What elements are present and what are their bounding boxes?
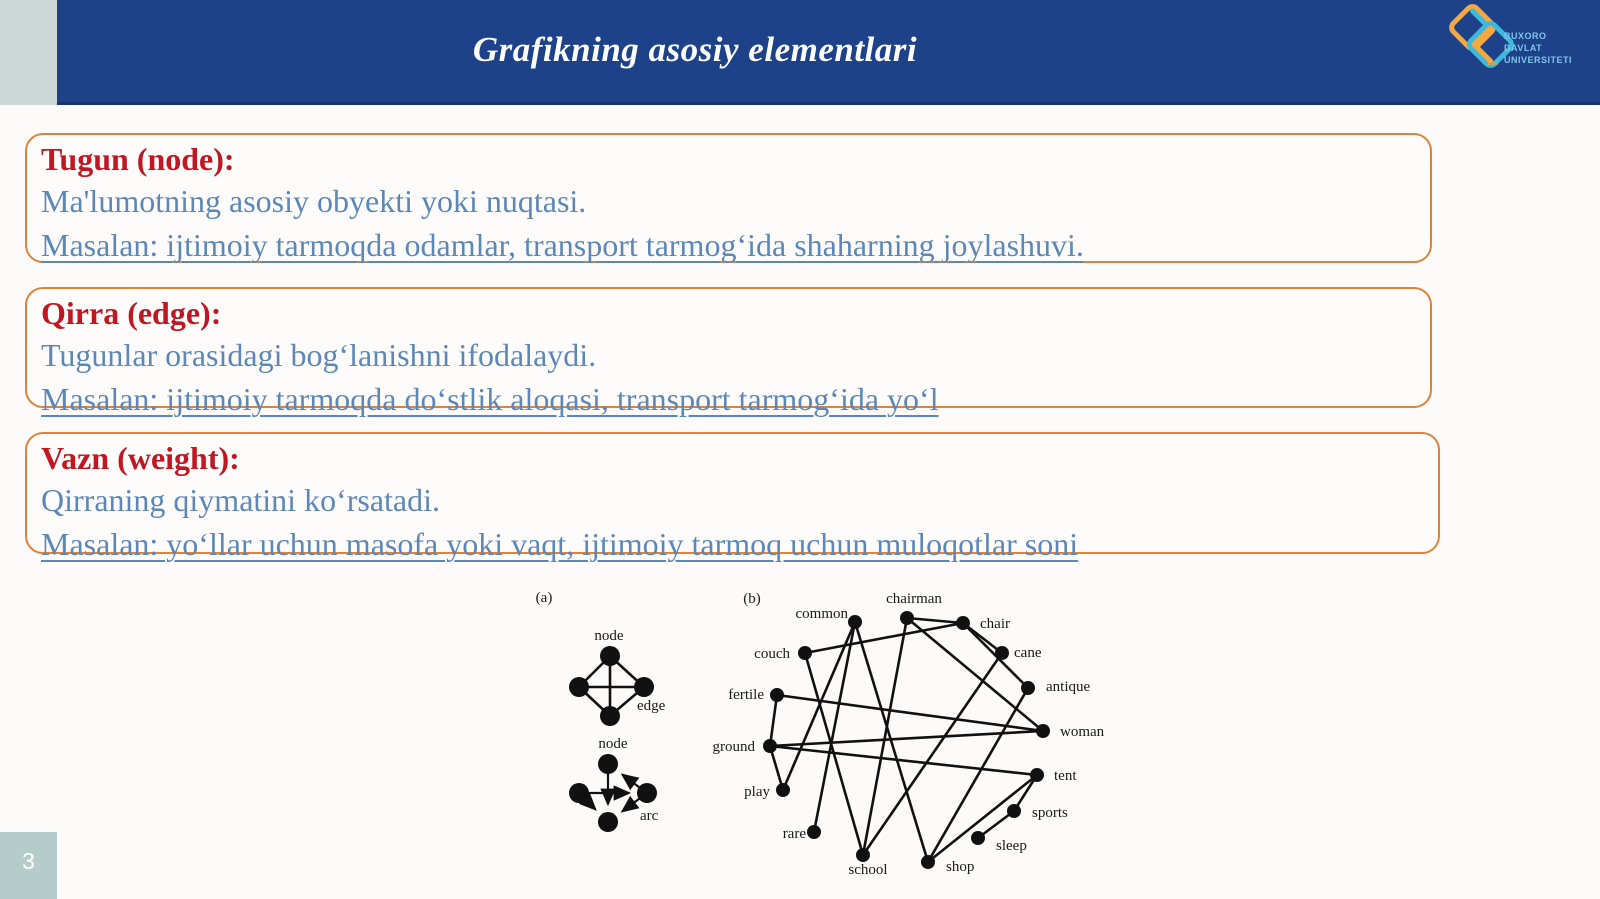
box-description: Tugunlar orasidagi bog‘lanishni ifodalaydi. — [41, 337, 597, 373]
graph-node-left — [569, 783, 589, 803]
graph-node-tent — [1030, 768, 1044, 782]
box-heading: Qirra (edge): — [41, 295, 222, 331]
panel-label-(b): (b) — [743, 591, 761, 607]
graph-node-left — [569, 677, 589, 697]
graph-edge — [863, 618, 907, 855]
university-logo — [1443, 4, 1593, 74]
graph-node-sports — [1007, 804, 1021, 818]
annotation-node: node — [598, 736, 628, 752]
logo-text-line2: DAVLAT — [1504, 43, 1543, 53]
graph-node-bottom — [600, 706, 620, 726]
box-example: Masalan: yo‘llar uchun masofa yoki vaqt, ijtimoiy tarmoq uchun muloqotlar soni — [41, 526, 1079, 562]
node-label-sleep: sleep — [996, 838, 1027, 854]
node-label-woman: woman — [1060, 724, 1105, 740]
node-label-chair: chair — [980, 616, 1010, 632]
graph-node-woman — [1036, 724, 1050, 738]
node-label-play: play — [744, 784, 770, 800]
box-example: Masalan: ijtimoiy tarmoqda do‘stlik aloqasi, transport tarmog‘ida yo‘l — [41, 381, 939, 417]
graph-edge — [770, 746, 1037, 775]
graph-node-ground — [763, 739, 777, 753]
graph-node-antique — [1021, 681, 1035, 695]
graph-node-top — [598, 754, 618, 774]
graph-node-sleep — [971, 831, 985, 845]
graph-node-shop — [921, 855, 935, 869]
graph-edge — [907, 618, 963, 623]
annotation-node: node — [594, 628, 624, 644]
logo-text-line1: BUXORO — [1504, 31, 1547, 41]
page-number-tab — [0, 832, 57, 899]
graph-node-chairman — [900, 611, 914, 625]
graph-edge — [805, 623, 963, 653]
graph-node-chair — [956, 616, 970, 630]
graph-node-bottom — [598, 812, 618, 832]
graph-node-school — [856, 848, 870, 862]
box-heading: Tugun (node): — [41, 141, 235, 177]
box-heading: Vazn (weight): — [41, 440, 240, 476]
graph-node-right — [637, 783, 657, 803]
info-box-edge — [25, 287, 1432, 417]
graph-edge — [863, 653, 1002, 855]
info-box-weight — [25, 432, 1440, 562]
info-box-node — [25, 133, 1432, 263]
node-label-chairman: chairman — [886, 591, 942, 607]
node-label-ground: ground — [712, 739, 755, 755]
node-label-sports: sports — [1032, 805, 1068, 821]
box-description: Ma'lumotning asosiy obyekti yoki nuqtasi. — [41, 183, 587, 219]
node-label-antique: antique — [1046, 679, 1091, 695]
annotation-edge: edge — [637, 698, 666, 714]
page-number: 3 — [22, 848, 35, 874]
graph-edge — [770, 695, 777, 746]
graph-figure — [500, 570, 1160, 899]
logo-year: 1930 — [1487, 61, 1499, 67]
graph-node-fertile — [770, 688, 784, 702]
node-label-fertile: fertile — [728, 687, 764, 703]
slide-title: Grafikning asosiy elementlari — [472, 30, 918, 69]
panel-label-(a): (a) — [535, 590, 553, 606]
graph-node-cane — [995, 646, 1009, 660]
logo-text-line3: UNIVERSITETI — [1504, 55, 1573, 65]
graph-node-right — [634, 677, 654, 697]
graph-node-play — [776, 783, 790, 797]
node-label-shop: shop — [946, 859, 975, 875]
graph-node-rare — [807, 825, 821, 839]
node-label-school: school — [848, 862, 888, 878]
node-label-cane: cane — [1014, 645, 1042, 661]
box-description: Qirraning qiymatini ko‘rsatadi. — [41, 482, 441, 518]
graph-edge — [814, 622, 855, 832]
node-label-common: common — [795, 606, 848, 622]
annotation-arc: arc — [640, 808, 659, 824]
node-label-rare: rare — [782, 826, 806, 842]
graph-node-couch — [798, 646, 812, 660]
graph-node-common — [848, 615, 862, 629]
graph-node-top — [600, 646, 620, 666]
box-example: Masalan: ijtimoiy tarmoqda odamlar, transport tarmog‘ida shaharning joylashuvi. — [41, 227, 1084, 263]
node-label-tent: tent — [1054, 768, 1077, 784]
node-label-couch: couch — [754, 646, 790, 662]
